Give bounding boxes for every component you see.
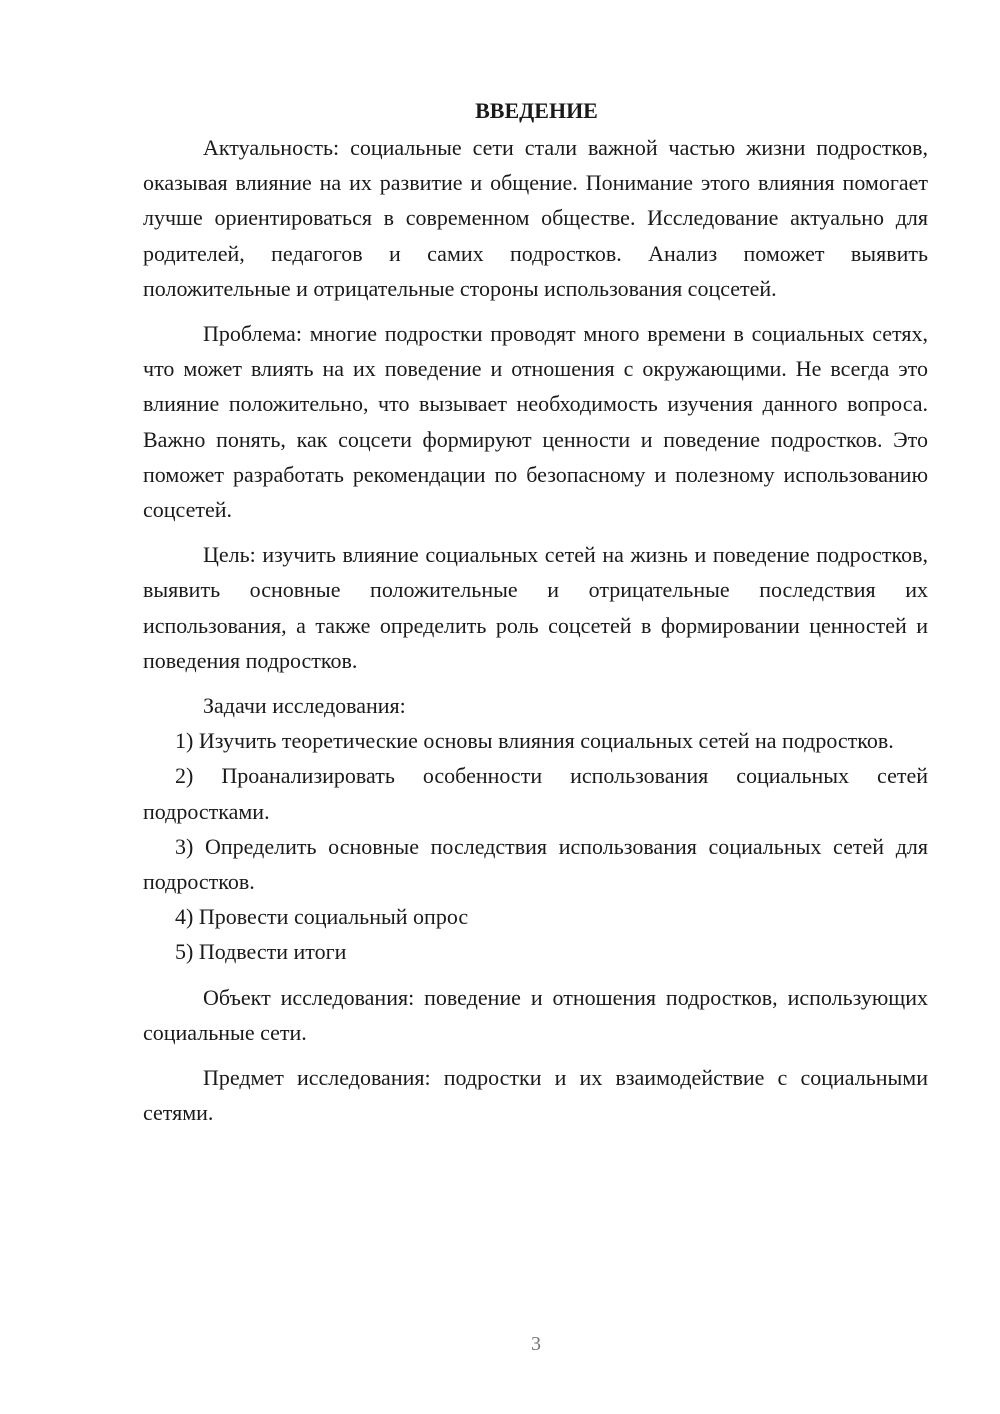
goal-paragraph: Цель: изучить влияние социальных сетей на жизнь и поведение подростков, выявить основные положительные и отрицательные последствия их использования, а также определить роль соцсетей в формировании ценностей и поведения подростков. — [143, 542, 928, 673]
list-item: 1) Изучить теоретические основы влияния социальных сетей на подростков. — [175, 728, 894, 754]
list-item: 4) Провести социальный опрос — [175, 904, 469, 930]
tasks-heading: Задачи исследования: — [203, 693, 406, 719]
relevance-paragraph: Актуальность: социальные сети стали важной частью жизни подростков, оказывая влияние на их развитие и общение. Понимание этого влияния помогает лучше ориентироваться в современном обществе. Исследование актуально для родителей, педагогов и самих подростков. Анализ поможет выявить положительные и отрицательные стороны использования соцсетей. — [143, 135, 928, 301]
page-number: 3 — [531, 1333, 541, 1355]
page-title: ВВЕДЕНИЕ — [475, 98, 598, 123]
list-item: 2) Проанализировать особенности использования социальных сетей подростками. — [143, 763, 928, 824]
document-page — [143, 96, 928, 1130]
subject-paragraph: Предмет исследования: подростки и их взаимодействие с социальными сетями. — [143, 1065, 928, 1126]
object-paragraph: Объект исследования: поведение и отношения подростков, использующих социальные сети. — [143, 984, 928, 1045]
problem-paragraph: Проблема: многие подростки проводят много времени в социальных сетях, что может влиять на их поведение и отношения с окружающими. Не всегда это влияние положительно, что вызывает необходимость изучения данного вопроса. Важно понять, как соцсети формируют ценности и поведение подростков. Это поможет разработать рекомендации по безопасному и полезному использованию соцсетей. — [143, 321, 928, 523]
list-item: 5) Подвести итоги — [175, 939, 347, 965]
tasks-list — [143, 723, 928, 969]
list-item: 3) Определить основные последствия использования социальных сетей для подростков. — [143, 833, 928, 895]
